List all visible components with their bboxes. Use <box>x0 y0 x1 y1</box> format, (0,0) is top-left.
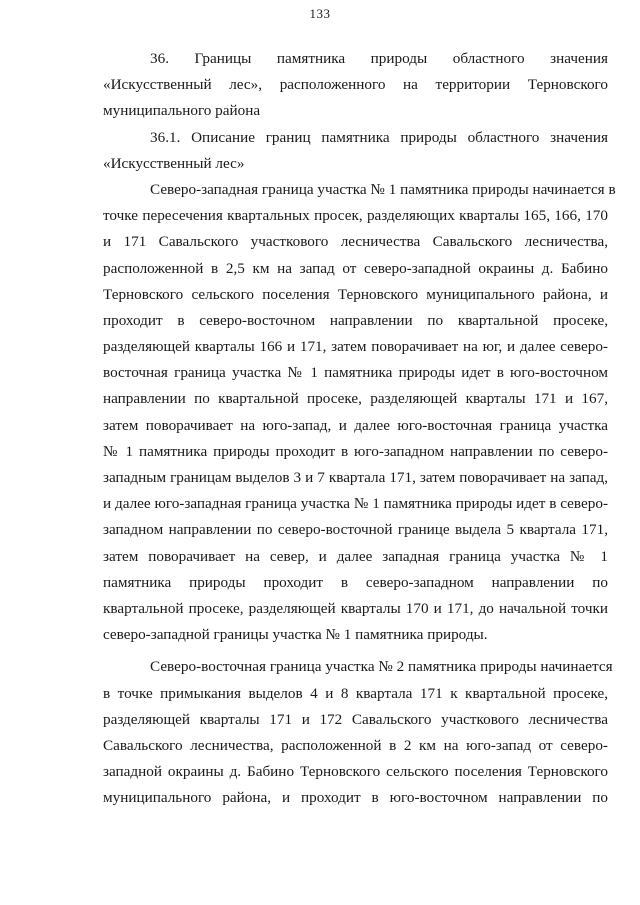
paragraph-participant-2-boundary <box>103 654 613 811</box>
page-number: 133 <box>309 6 331 21</box>
text-line: Терновского сельского поселения Терновского муниципального района, и <box>103 285 608 303</box>
text-line: памятника природы проходит в северо-западном направлении по <box>103 573 608 591</box>
subsection-heading <box>103 125 608 177</box>
document-body <box>103 46 616 811</box>
text-line: Савальского лесничества, расположенной в 2 км на юго-запад от северо- <box>103 736 608 754</box>
text-line: муниципального района, и проходит в юго-восточном направлении по <box>103 789 608 807</box>
text-line: 36.1. Описание границ памятника природы областного значения <box>150 128 608 146</box>
text-line: разделяющей кварталы 171 и 172 Савальского участкового лесничества <box>103 710 608 728</box>
text-line: 36. Границы памятника природы областного значения <box>150 50 608 67</box>
text-line: в точке примыкания выделов 4 и 8 квартала 171 к квартальной просеке, <box>103 684 608 702</box>
text-line: и 171 Савальского участкового лесничества Савальского лесничества, <box>103 233 608 251</box>
text-line: затем поворачивает на север, и далее западная граница участка № 1 <box>103 547 608 565</box>
text-line: и далее юго-западная граница участка № 1 памятника природы идет в северо- <box>103 495 608 513</box>
text-line: квартальной просеке, разделяющей кварталы 170 и 171, до начальной точки <box>103 599 608 617</box>
text-line: муниципального района <box>103 102 261 120</box>
text-line: точке пересечения квартальных просек, разделяющих кварталы 165, 166, 170 <box>103 207 608 225</box>
text-line: «Искусственный лес», расположенного на территории Терновского <box>103 76 608 94</box>
text-line: затем поворачивает на юго-запад, и далее юго-восточная граница участка <box>103 416 608 434</box>
text-line: направлении по квартальной просеке, разделяющей кварталы 171 и 167, <box>103 390 608 408</box>
text-line: проходит в северо-восточном направлении по квартальной просеке, <box>103 311 608 329</box>
text-line: Северо-западная граница участка № 1 памятника природы начинается в <box>150 180 616 198</box>
text-line: западным границам выделов 3 и 7 квартала 171, затем поворачивает на запад, <box>103 469 608 486</box>
text-line: расположенной в 2,5 км на запад от северо-западной окраины д. Бабино <box>103 259 608 277</box>
text-line: западной окраины д. Бабино Терновского сельского поселения Терновского <box>103 763 608 781</box>
paragraph-participant-1-boundary <box>103 177 616 648</box>
text-line: восточная граница участка № 1 памятника природы идет в юго-восточном <box>103 364 608 382</box>
text-line: № 1 памятника природы проходит в юго-западном направлении по северо- <box>103 442 608 460</box>
text-line: «Искусственный лес» <box>103 154 245 172</box>
text-line: северо-западной границы участка № 1 памятника природы. <box>103 626 488 644</box>
section-heading <box>103 46 608 125</box>
text-line: западном направлении по северо-восточной границе выдела 5 квартала 171, <box>103 521 608 539</box>
text-line: Северо-восточная граница участка № 2 памятника природы начинается <box>150 658 613 676</box>
text-line: разделяющей кварталы 166 и 171, затем поворачивает на юг, и далее северо- <box>103 338 608 356</box>
